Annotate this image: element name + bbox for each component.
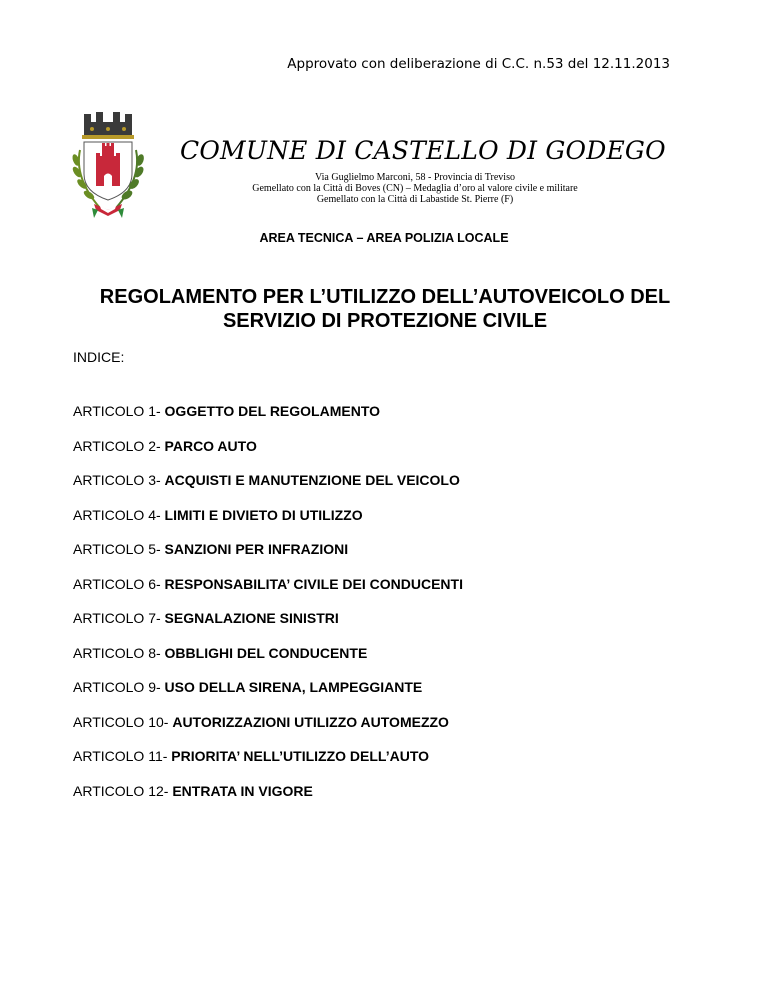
toc-item-number: ARTICOLO 8- [73, 644, 165, 661]
toc-item-title: ENTRATA IN VIGORE [172, 782, 313, 799]
index-heading: INDICE: [73, 349, 125, 365]
document-title [60, 285, 710, 333]
toc-item-number: ARTICOLO 3- [73, 472, 165, 488]
toc-item-title: PARCO AUTO [164, 437, 257, 454]
department-heading: AREA TECNICA – AREA POLIZIA LOCALE [259, 231, 509, 245]
toc-item-number: ARTICOLO 4- [73, 506, 165, 523]
toc-item-number: ARTICOLO 7- [73, 610, 165, 626]
address-line: Via Guglielmo Marconi, 58 - Provincia di Treviso [315, 172, 515, 183]
toc-item-number: ARTICOLO 9- [73, 679, 165, 695]
toc-item-title: ACQUISTI E MANUTENZIONE DEL VEICOLO [164, 472, 460, 488]
toc-item-number: ARTICOLO 12- [73, 782, 173, 799]
toc-item-title: SEGNALAZIONE SINISTRI [164, 610, 339, 626]
toc-item-article-5 [73, 541, 463, 576]
twinning-line-labastide: Gemellato con la Città di Labastide St. Pierre (F) [316, 194, 514, 205]
approval-note: Approvato con deliberazione di C.C. n.53 del 12.11.2013 [287, 56, 670, 72]
toc-item-number: ARTICOLO 11- [73, 748, 172, 764]
table-of-contents [73, 403, 463, 817]
toc-item-article-7 [73, 610, 463, 645]
tricolor-ribbon-icon [92, 204, 124, 218]
toc-item-article-2 [73, 438, 463, 473]
toc-item-article-6 [73, 576, 463, 611]
toc-item-article-4 [73, 507, 463, 542]
crown-icon [82, 112, 134, 139]
municipal-crest-icon [58, 100, 158, 220]
document-title-line: REGOLAMENTO PER L’UTILIZZO DELL’AUTOVEICOLO DEL [99, 286, 671, 308]
toc-item-title: USO DELLA SIRENA, LAMPEGGIANTE [164, 679, 423, 695]
toc-item-article-1 [73, 403, 463, 438]
document-title-line: SERVIZIO DI PROTEZIONE CIVILE [222, 310, 548, 332]
toc-item-title: PRIORITA’ NELL’UTILIZZO DELL’AUTO [171, 748, 430, 764]
toc-item-number: ARTICOLO 5- [73, 541, 165, 557]
toc-item-title: OGGETTO DEL REGOLAMENTO [164, 403, 381, 419]
toc-item-title: RESPONSABILITA’ CIVILE DEI CONDUCENTI [164, 575, 463, 592]
municipality-name: COMUNE DI CASTELLO DI GODEGO [180, 136, 666, 165]
toc-item-title: OBBLIGHI DEL CONDUCENTE [164, 644, 368, 661]
toc-item-number: ARTICOLO 10- [73, 713, 173, 730]
toc-item-number: ARTICOLO 1- [73, 403, 165, 419]
toc-item-article-10 [73, 714, 463, 749]
toc-item-article-11 [73, 748, 463, 783]
toc-item-title: AUTORIZZAZIONI UTILIZZO AUTOMEZZO [172, 713, 449, 730]
toc-item-title: LIMITI E DIVIETO DI UTILIZZO [164, 506, 363, 523]
toc-item-article-8 [73, 645, 463, 680]
toc-item-article-9 [73, 679, 463, 714]
toc-item-article-3 [73, 472, 463, 507]
toc-item-number: ARTICOLO 6- [73, 575, 165, 592]
toc-item-title: SANZIONI PER INFRAZIONI [164, 541, 349, 557]
twinning-line-boves: Gemellato con la Città di Boves (CN) – Medaglia d’oro al valore civile e militare [252, 183, 578, 194]
toc-item-number: ARTICOLO 2- [73, 437, 165, 454]
toc-item-article-12 [73, 783, 463, 818]
